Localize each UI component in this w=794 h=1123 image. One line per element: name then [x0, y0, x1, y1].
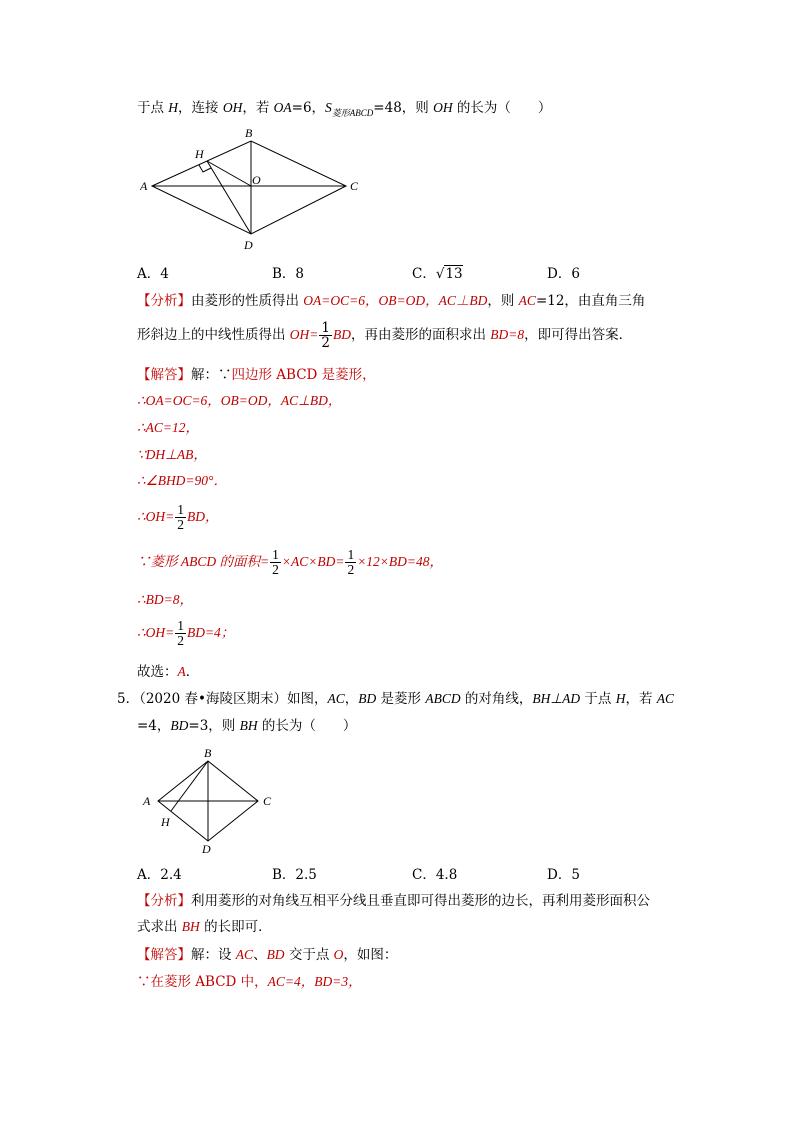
text: BD — [358, 691, 377, 706]
text: =4， — [137, 718, 171, 734]
text: 于点 — [580, 691, 616, 707]
text: ，若 — [242, 100, 274, 116]
text: 的长为（ ） — [257, 718, 357, 734]
text: =48，则 — [373, 100, 434, 116]
text: OA — [273, 100, 292, 115]
text: 、 — [253, 947, 267, 963]
text: 故选： — [137, 664, 178, 680]
text: 于点 — [137, 100, 169, 116]
text: BD=4； — [186, 625, 235, 640]
text: =3，则 — [188, 718, 240, 734]
text: （2020 春•海陵区期末）如图， — [139, 691, 328, 707]
q4-analysis-line2 — [137, 320, 632, 350]
label-a: A — [140, 179, 148, 193]
text: 利用菱形的对角线互相平分线且垂直即可得出菱形的边长，再利用菱形面积公 — [191, 893, 650, 909]
text: O — [333, 947, 344, 962]
text: AC — [327, 691, 345, 706]
text: ，再由菱形的面积求出 — [351, 327, 491, 343]
denominator: 2 — [321, 335, 330, 351]
q4-solution-line3: ∴AC=12， — [137, 420, 199, 435]
text: 四边形 ABCD 是菱形， — [231, 367, 376, 383]
text: OA=OC=6，OB=OD，AC⊥BD — [303, 293, 488, 308]
q4-solution-line9 — [137, 618, 234, 648]
q5-option-c: C．4.8 — [412, 867, 458, 883]
label-c: C — [263, 794, 272, 808]
solution-tag: 【解答】 — [137, 947, 191, 963]
text: OH= — [289, 327, 319, 342]
text: 的长为（ ） — [452, 100, 552, 116]
fraction — [319, 321, 332, 350]
text: AC — [235, 947, 254, 962]
text: BD， — [186, 509, 219, 524]
option-c: C．√13 — [412, 266, 463, 282]
radicand: 13 — [445, 266, 463, 282]
q5-analysis-line2 — [137, 917, 272, 937]
numerator: 1 — [177, 502, 184, 518]
text: ，若 — [625, 691, 657, 707]
text: BD — [333, 327, 351, 342]
analysis-tag: 【分析】 — [137, 893, 191, 909]
denominator: 2 — [177, 633, 184, 649]
q5-solution-line1 — [137, 945, 397, 965]
text: 是菱形 — [376, 691, 426, 707]
text: BH — [239, 718, 258, 733]
label-b: B — [245, 126, 253, 140]
text: 式求出 — [137, 919, 182, 935]
text: OH — [433, 100, 453, 115]
answer: A — [177, 664, 186, 679]
text: BD=8 — [490, 327, 525, 342]
subscript: 菱形ABCD — [331, 108, 374, 118]
analysis-tag: 【分析】 — [137, 293, 191, 309]
q5-solution-line2 — [137, 972, 362, 992]
option-b: B．8 — [272, 266, 305, 282]
q4-figure — [140, 125, 370, 255]
q4-analysis-line1 — [137, 291, 645, 311]
numerator: 1 — [347, 547, 355, 563]
label-b: B — [204, 746, 212, 760]
text: ABCD — [425, 691, 461, 706]
label-h: H — [195, 147, 204, 161]
q4-solution-line1 — [137, 365, 376, 385]
fraction — [270, 548, 281, 577]
numerator: 1 — [272, 547, 279, 563]
text: H — [615, 691, 626, 706]
text: AC — [518, 293, 536, 308]
text: AC=4，BD=3， — [267, 974, 362, 989]
label-h: H — [161, 815, 170, 829]
text: H — [168, 100, 179, 115]
text: 的长即可． — [199, 919, 272, 935]
solution-tag: 【解答】 — [137, 367, 191, 383]
label-d: D — [202, 842, 211, 856]
option-d: D．6 — [547, 266, 580, 282]
text: 形斜边上的中线性质得出 — [137, 327, 290, 343]
denominator: 2 — [347, 562, 355, 578]
option-a: A．4 — [137, 266, 169, 282]
text: ∵菱形 ABCD 的面积= — [137, 554, 270, 569]
q4-choose — [137, 662, 199, 682]
text: ∴OH= — [137, 509, 175, 524]
text: ． — [185, 664, 200, 680]
text: ，连接 — [178, 100, 223, 116]
label-d: D — [244, 238, 253, 252]
q4-solution-line2: ∴OA=OC=6，OB=OD，AC⊥BD， — [137, 393, 342, 408]
text: ，如图： — [343, 947, 398, 963]
numerator: 1 — [177, 618, 184, 634]
label-c: C — [350, 179, 359, 193]
fraction — [175, 619, 186, 648]
denominator: 2 — [177, 517, 184, 533]
fraction — [345, 548, 356, 577]
label-o: O — [252, 173, 261, 187]
q5-analysis-line1 — [137, 891, 650, 911]
text: C． — [412, 266, 436, 282]
text: BD — [266, 947, 285, 962]
q5-stem-line2 — [137, 716, 356, 736]
q5-option-a: A．2.4 — [137, 867, 182, 883]
text: S — [325, 100, 332, 115]
label-a: A — [143, 794, 151, 808]
text: 的对角线， — [460, 691, 533, 707]
text: =6， — [291, 100, 326, 116]
text: ∴OH= — [137, 625, 175, 640]
text: 解：∵ — [191, 367, 232, 383]
text: OH — [222, 100, 243, 115]
text: 交于点 — [284, 947, 334, 963]
q4-solution-line8: ∴BD=8， — [137, 592, 193, 607]
text: =12，由直角三角 — [535, 293, 646, 309]
text: ×12×BD=48， — [357, 554, 444, 569]
text: ×AC×BD= — [281, 554, 345, 569]
text: BH⊥AD — [532, 691, 581, 706]
q4-solution-line6 — [137, 502, 218, 532]
q4-stem — [137, 98, 551, 119]
text: 解：设 — [191, 947, 236, 963]
denominator: 2 — [272, 562, 279, 578]
text: BH — [181, 919, 200, 934]
text: 由菱形的性质得出 — [191, 293, 304, 309]
q4-solution-line5: ∴∠BHD=90°． — [137, 473, 227, 488]
q5-option-b: B．2.5 — [272, 867, 317, 883]
q5-stem-line1 — [117, 689, 674, 709]
q4-solution-line4: ∵DH⊥AB， — [137, 447, 207, 462]
q5-figure — [140, 745, 280, 857]
text: BD — [170, 718, 189, 733]
fraction — [175, 503, 186, 532]
numerator: 1 — [321, 320, 330, 336]
text: ，则 — [487, 293, 519, 309]
text: ， — [344, 691, 359, 707]
question-number: 5． — [117, 691, 140, 707]
q5-option-d: D．5 — [547, 867, 580, 883]
q4-solution-line7 — [137, 547, 443, 577]
text: AC — [656, 691, 675, 706]
text: ，即可得出答案． — [524, 327, 633, 343]
text: ∵在菱形 ABCD 中， — [137, 974, 268, 990]
